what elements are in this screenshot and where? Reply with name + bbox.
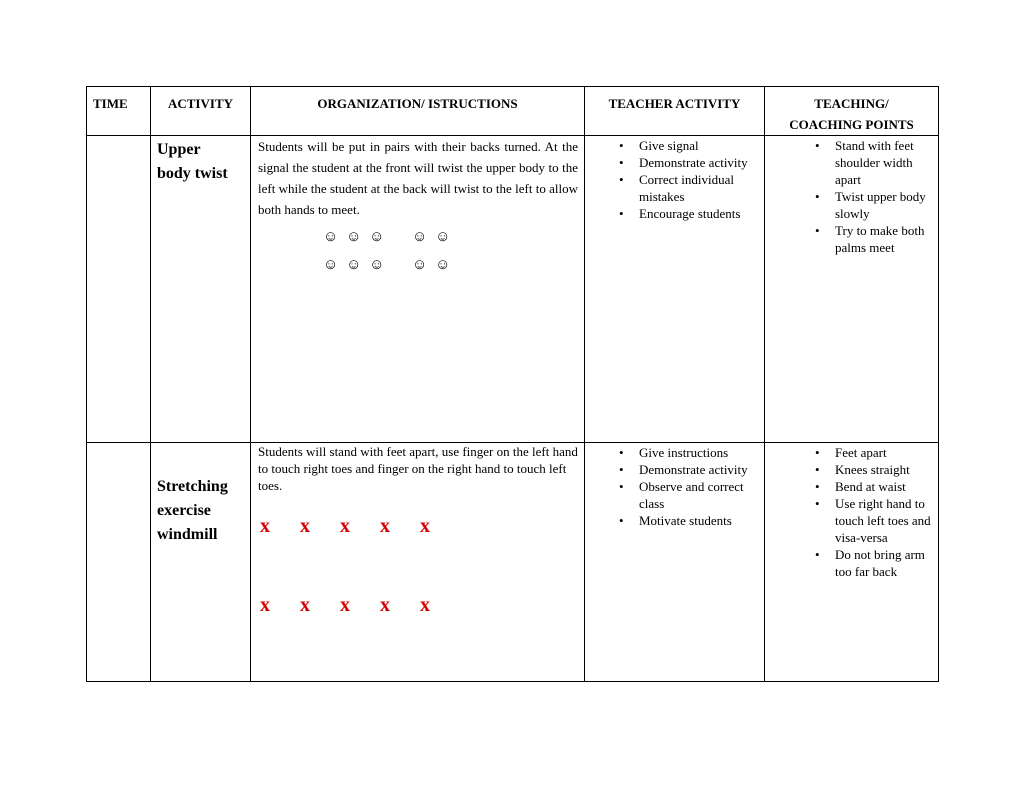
lesson-plan-table — [86, 86, 939, 682]
time-cell — [87, 136, 151, 443]
activity-cell — [151, 136, 251, 443]
header-coaching-line1: TEACHING/ — [814, 96, 889, 111]
header-activity: ACTIVITY — [151, 87, 251, 136]
coaching-points-list — [765, 443, 938, 580]
time-cell — [87, 443, 151, 682]
smiley-icon: ☺ — [411, 229, 430, 245]
teacher-activity-list — [585, 136, 764, 222]
smiley-row — [323, 223, 578, 251]
activity-name-line: exercise — [157, 502, 211, 519]
header-organization: ORGANIZATION/ ISTRUCTIONS — [251, 87, 585, 136]
list-item: • Twist upper body slowly — [835, 188, 934, 222]
smiley-row — [323, 251, 578, 279]
activity-cell — [151, 443, 251, 682]
activity-name-line: Stretching — [157, 478, 228, 495]
list-item: • Try to make both palms meet — [835, 222, 934, 256]
coaching-points-cell — [765, 443, 939, 682]
teacher-activity-cell — [585, 136, 765, 443]
x-mark: x — [340, 594, 350, 616]
header-coaching-points — [765, 87, 939, 136]
x-mark: x — [380, 515, 390, 537]
formation-diagram — [258, 223, 578, 279]
list-item: • Feet apart — [835, 444, 934, 461]
x-mark: x — [260, 594, 270, 616]
list-item: • Motivate students — [639, 512, 760, 529]
list-item: • Observe and correct class — [639, 478, 760, 512]
x-mark: x — [300, 594, 310, 616]
list-item: • Demonstrate activity — [639, 461, 760, 478]
list-item: • Correct individual mistakes — [639, 171, 760, 205]
list-item: • Bend at waist — [835, 478, 934, 495]
smiley-icon: ☺ — [435, 229, 453, 245]
list-item: • Give signal — [639, 137, 760, 154]
list-item: • Demonstrate activity — [639, 154, 760, 171]
formation-row — [258, 594, 578, 616]
table-row — [87, 443, 939, 682]
coaching-points-cell — [765, 136, 939, 443]
smiley-icon: ☺ — [323, 257, 341, 273]
list-item: • Knees straight — [835, 461, 934, 478]
header-row — [87, 87, 939, 136]
header-teacher-activity: TEACHER ACTIVITY — [585, 87, 765, 136]
organization-cell — [251, 443, 585, 682]
x-mark: x — [260, 515, 270, 537]
activity-name-line: body twist — [157, 165, 228, 182]
x-mark: x — [420, 515, 430, 537]
coaching-points-list — [765, 136, 938, 256]
header-coaching-line2: COACHING POINTS — [789, 117, 914, 132]
instructions-text: Students will stand with feet apart, use finger on the left hand to touch right toes and finger on the right hand to touch left toes. — [258, 444, 578, 493]
smiley-icon: ☺ — [323, 229, 341, 245]
header-time: TIME — [87, 87, 151, 136]
teacher-activity-list — [585, 443, 764, 529]
activity-name-line: windmill — [157, 526, 218, 543]
list-item: • Encourage students — [639, 205, 760, 222]
smiley-icon: ☺ — [435, 257, 453, 273]
smiley-icon: ☺ — [346, 257, 364, 273]
list-item: • Do not bring arm too far back — [835, 546, 934, 580]
list-item: • Stand with feet shoulder width apart — [835, 137, 934, 188]
teacher-activity-cell — [585, 443, 765, 682]
table-row — [87, 136, 939, 443]
activity-name-line: Upper — [157, 141, 201, 158]
instructions-text: Students will be put in pairs with their backs turned. At the signal the student at the front will twist the upper body to the left while the student at the back will twist to the left to allow both hands to meet. — [258, 139, 578, 217]
list-item: • Give instructions — [639, 444, 760, 461]
x-mark: x — [420, 594, 430, 616]
x-mark: x — [340, 515, 350, 537]
smiley-icon: ☺ — [369, 257, 387, 273]
smiley-icon: ☺ — [411, 257, 430, 273]
formation-row — [258, 515, 578, 537]
x-mark: x — [380, 594, 390, 616]
x-mark: x — [300, 515, 310, 537]
organization-cell — [251, 136, 585, 443]
smiley-icon: ☺ — [369, 229, 387, 245]
list-item: • Use right hand to touch left toes and visa-versa — [835, 495, 934, 546]
smiley-icon: ☺ — [346, 229, 364, 245]
